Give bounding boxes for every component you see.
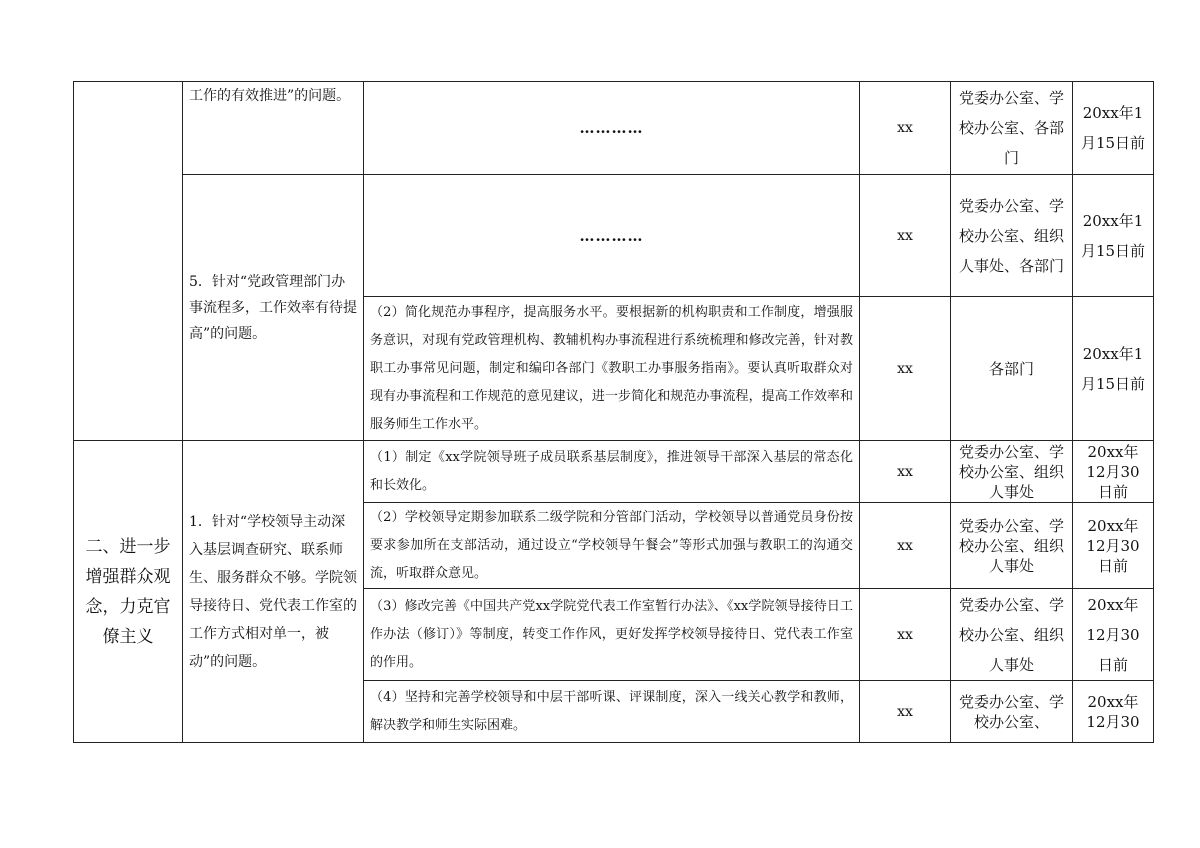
responsible-cell: xx — [860, 82, 951, 175]
responsible-cell: xx — [860, 503, 951, 589]
deadline-cell: 20xx年12月30日前 — [1073, 589, 1154, 681]
measure-cell: （1）制定《xx学院领导班子成员联系基层制度》，推进领导干部深入基层的常态化和长效化。 — [364, 441, 860, 503]
department-cell: 党委办公室、学校办公室、组织人事处 — [951, 503, 1073, 589]
responsible-cell: xx — [860, 297, 951, 441]
measure-cell: ………… — [364, 82, 860, 175]
responsible-cell: xx — [860, 681, 951, 743]
department-cell: 党委办公室、学校办公室、组织人事处 — [951, 441, 1073, 503]
department-cell: 各部门 — [951, 297, 1073, 441]
problem-cell: 工作的有效推进”的问题。 — [183, 82, 364, 175]
measure-cell: （3）修改完善《中国共产党xx学院党代表工作室暂行办法》、《xx学院领导接待日工作办法（修订）》等制度，转变工作作风，更好发挥学校领导接待日、党代表工作室的作用。 — [364, 589, 860, 681]
responsible-cell: xx — [860, 175, 951, 297]
category-cell-empty — [74, 82, 183, 441]
responsible-cell: xx — [860, 589, 951, 681]
deadline-cell: 20xx年1月15日前 — [1073, 175, 1154, 297]
department-cell: 党委办公室、学校办公室、各部门 — [951, 82, 1073, 175]
deadline-cell: 20xx年12月30 — [1073, 681, 1154, 743]
deadline-cell: 20xx年1月15日前 — [1073, 82, 1154, 175]
table-row — [74, 82, 1154, 175]
table-row — [74, 441, 1154, 503]
problem-cell: 5．针对“党政管理部门办事流程多，工作效率有待提高”的问题。 — [183, 175, 364, 441]
deadline-cell: 20xx年1月15日前 — [1073, 297, 1154, 441]
measure-cell: （2）学校领导定期参加联系二级学院和分管部门活动，学校领导以普通党员身份按要求参加所在支部活动，通过设立“学校领导午餐会”等形式加强与教职工的沟通交流，听取群众意见。 — [364, 503, 860, 589]
measure-cell: （4）坚持和完善学校领导和中层干部听课、评课制度，深入一线关心教学和教师，解决教学和师生实际困难。 — [364, 681, 860, 743]
responsible-cell: xx — [860, 441, 951, 503]
problem-cell: 1．针对“学校领导主动深入基层调查研究、联系师生、服务群众不够。学院领导接待日、党代表工作室的工作方式相对单一，被动”的问题。 — [183, 441, 364, 743]
table-row — [74, 175, 1154, 297]
rectification-table — [73, 81, 1154, 743]
deadline-cell: 20xx年12月30日前 — [1073, 441, 1154, 503]
measure-cell: （2）简化规范办事程序，提高服务水平。要根据新的机构职责和工作制度，增强服务意识，对现有党政管理机构、教辅机构办事流程进行系统梳理和修改完善，针对教职工办事常见问题，制定和编印各部门《教职工办事服务指南》。要认真听取群众对现有办事流程和工作规范的意见建议，进一步简化和规范办事流程，提高工作效率和服务师生工作水平。 — [364, 297, 860, 441]
category-cell: 二、进一步增强群众观念，力克官僚主义 — [74, 441, 183, 743]
department-cell: 党委办公室、学校办公室、组织人事处、各部门 — [951, 175, 1073, 297]
measure-cell: ………… — [364, 175, 860, 297]
deadline-cell: 20xx年12月30日前 — [1073, 503, 1154, 589]
department-cell: 党委办公室、学校办公室、组织人事处 — [951, 589, 1073, 681]
department-cell: 党委办公室、学校办公室、 — [951, 681, 1073, 743]
